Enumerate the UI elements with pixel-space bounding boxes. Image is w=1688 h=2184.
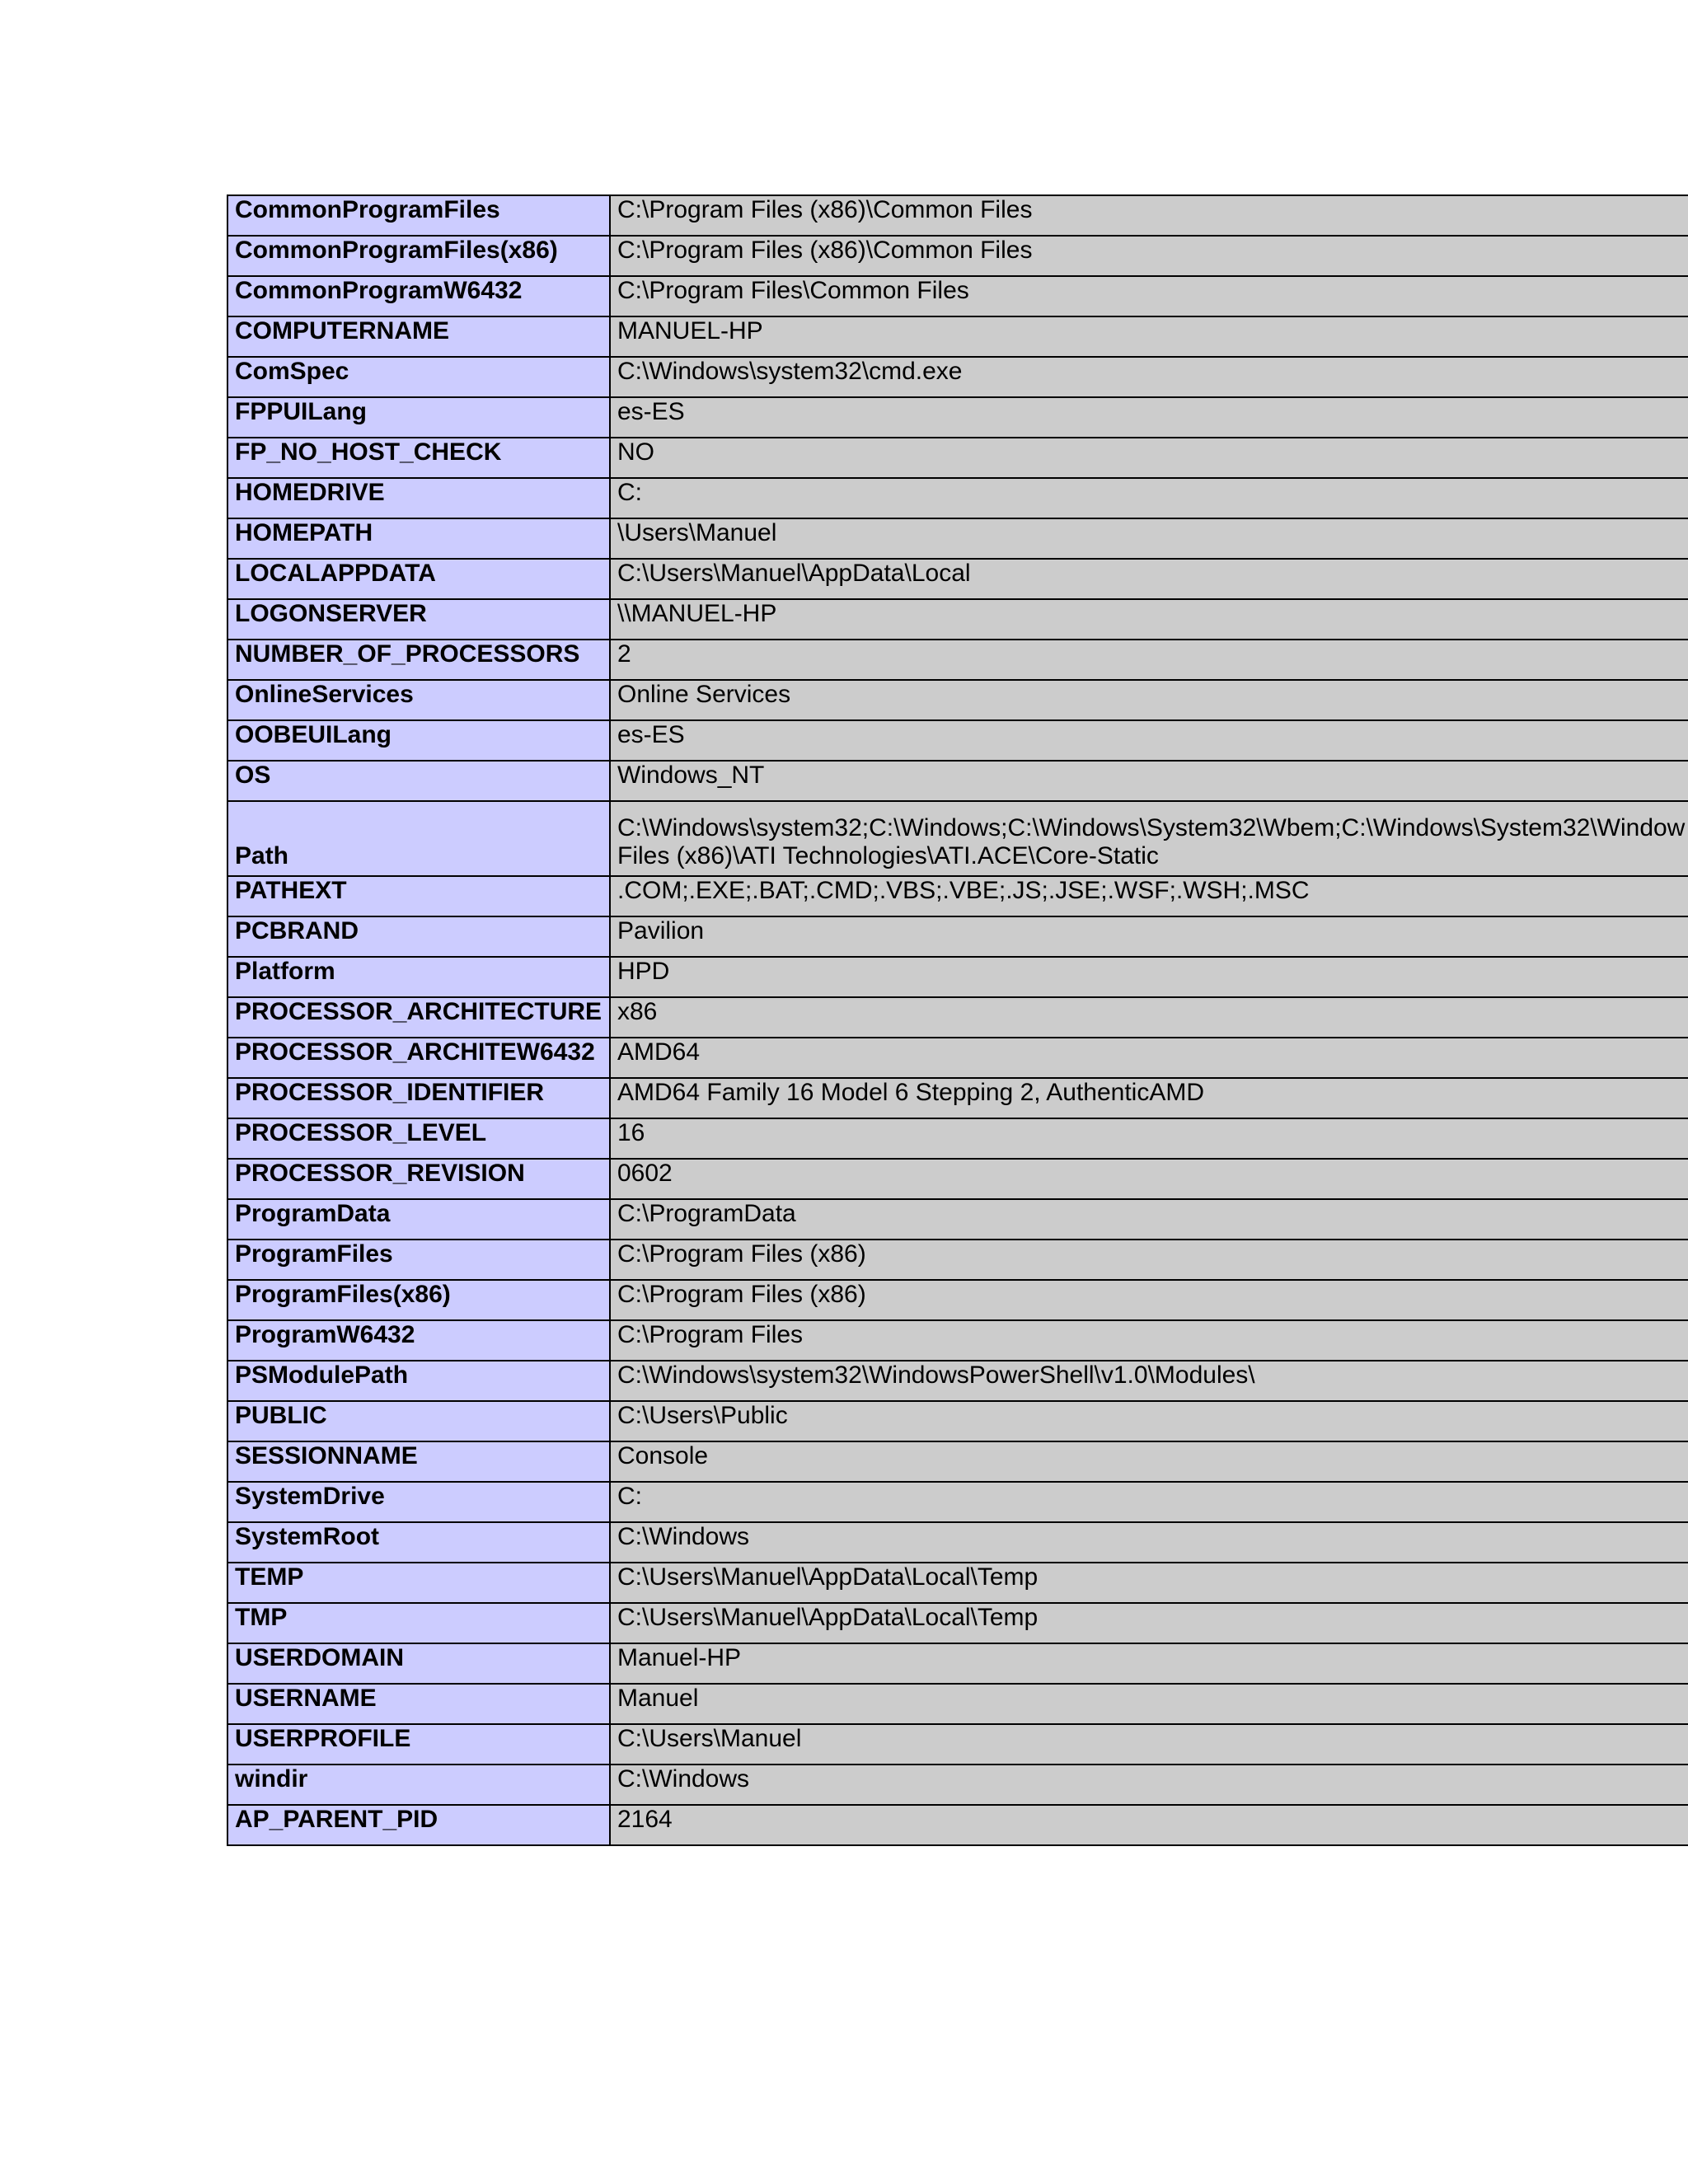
table-row: [227, 680, 1688, 720]
variable-value: C:: [610, 1482, 1688, 1522]
variable-value: C:\Windows\system32\WindowsPowerShell\v1.0\Modules\: [610, 1361, 1688, 1401]
table-row: [227, 1078, 1688, 1118]
variable-name: HOMEDRIVE: [227, 478, 610, 518]
table-row: [227, 236, 1688, 276]
variable-name: CommonProgramFiles(x86): [227, 236, 610, 276]
variable-value: C:\Windows: [610, 1765, 1688, 1805]
variable-name: ProgramFiles: [227, 1240, 610, 1280]
variable-name: PUBLIC: [227, 1401, 610, 1441]
variable-name: COMPUTERNAME: [227, 316, 610, 357]
variable-value: C:\Program Files (x86): [610, 1240, 1688, 1280]
table-row: [227, 1280, 1688, 1320]
variable-value: Manuel-HP: [610, 1643, 1688, 1684]
environment-variables-body: [227, 195, 1688, 1845]
table-row: [227, 1159, 1688, 1199]
table-row: [227, 720, 1688, 761]
variable-value: es-ES: [610, 720, 1688, 761]
table-row: [227, 1684, 1688, 1724]
variable-value: C:\Users\Manuel: [610, 1724, 1688, 1765]
table-row: [227, 276, 1688, 316]
table-row: [227, 357, 1688, 397]
table-row: [227, 438, 1688, 478]
variable-value: AMD64: [610, 1038, 1688, 1078]
variable-name: ProgramW6432: [227, 1320, 610, 1361]
table-row: [227, 1724, 1688, 1765]
variable-value: \\MANUEL-HP: [610, 599, 1688, 640]
table-row: [227, 1765, 1688, 1805]
variable-name: OS: [227, 761, 610, 801]
table-row: [227, 640, 1688, 680]
table-row: [227, 957, 1688, 997]
table-row: [227, 599, 1688, 640]
variable-value: C:\Users\Manuel\AppData\Local\Temp: [610, 1603, 1688, 1643]
table-row: [227, 761, 1688, 801]
variable-name: ComSpec: [227, 357, 610, 397]
table-row: [227, 1199, 1688, 1240]
variable-value: C:\Users\Public: [610, 1401, 1688, 1441]
table-row: [227, 1320, 1688, 1361]
variable-value: NO: [610, 438, 1688, 478]
variable-name: SystemDrive: [227, 1482, 610, 1522]
variable-name: TEMP: [227, 1563, 610, 1603]
variable-value: Windows_NT: [610, 761, 1688, 801]
variable-name: USERPROFILE: [227, 1724, 610, 1765]
variable-value: 16: [610, 1118, 1688, 1159]
variable-value: Console: [610, 1441, 1688, 1482]
variable-name: USERNAME: [227, 1684, 610, 1724]
variable-name: windir: [227, 1765, 610, 1805]
variable-value: C:\Program Files (x86)\Common Files: [610, 236, 1688, 276]
variable-name: TMP: [227, 1603, 610, 1643]
table-row: [227, 997, 1688, 1038]
variable-value: Manuel: [610, 1684, 1688, 1724]
variable-name: AP_PARENT_PID: [227, 1805, 610, 1845]
variable-name: FPPUILang: [227, 397, 610, 438]
table-row: [227, 397, 1688, 438]
variable-name: HOMEPATH: [227, 518, 610, 559]
variable-value: C:\Program Files\Common Files: [610, 276, 1688, 316]
variable-name: ProgramFiles(x86): [227, 1280, 610, 1320]
variable-name: USERDOMAIN: [227, 1643, 610, 1684]
variable-name: PROCESSOR_ARCHITEW6432: [227, 1038, 610, 1078]
environment-variables-table: [227, 194, 1688, 1846]
variable-name: SESSIONNAME: [227, 1441, 610, 1482]
variable-value: HPD: [610, 957, 1688, 997]
table-row: [227, 1522, 1688, 1563]
table-row: [227, 1805, 1688, 1845]
variable-value: .COM;.EXE;.BAT;.CMD;.VBS;.VBE;.JS;.JSE;.WSF;.WSH;.MSC: [610, 876, 1688, 916]
variable-name: LOGONSERVER: [227, 599, 610, 640]
table-row: [227, 1441, 1688, 1482]
variable-value: Online Services: [610, 680, 1688, 720]
variable-name: SystemRoot: [227, 1522, 610, 1563]
variable-name: PROCESSOR_LEVEL: [227, 1118, 610, 1159]
variable-value: MANUEL-HP: [610, 316, 1688, 357]
table-row: [227, 1240, 1688, 1280]
variable-value: C:\Windows: [610, 1522, 1688, 1563]
table-row: [227, 1038, 1688, 1078]
path-value-line-2: Files (x86)\ATI Technologies\ATI.ACE\Core-Static: [617, 842, 1159, 869]
variable-name: PROCESSOR_REVISION: [227, 1159, 610, 1199]
table-row: [227, 559, 1688, 599]
variable-name: LOCALAPPDATA: [227, 559, 610, 599]
variable-value: C:: [610, 478, 1688, 518]
variable-value: x86: [610, 997, 1688, 1038]
variable-name: CommonProgramW6432: [227, 276, 610, 316]
table-row: [227, 1563, 1688, 1603]
variable-name: NUMBER_OF_PROCESSORS: [227, 640, 610, 680]
variable-value: Pavilion: [610, 916, 1688, 957]
table-row: [227, 1643, 1688, 1684]
table-row: [227, 195, 1688, 236]
variable-name: OnlineServices: [227, 680, 610, 720]
variable-value: C:\Program Files (x86)\Common Files: [610, 195, 1688, 236]
table-row: [227, 916, 1688, 957]
variable-value: \Users\Manuel: [610, 518, 1688, 559]
variable-name: PSModulePath: [227, 1361, 610, 1401]
variable-value: 2: [610, 640, 1688, 680]
variable-name: PROCESSOR_ARCHITECTURE: [227, 997, 610, 1038]
table-row: [227, 518, 1688, 559]
variable-name: PROCESSOR_IDENTIFIER: [227, 1078, 610, 1118]
variable-value: C:\ProgramData: [610, 1199, 1688, 1240]
variable-name: Platform: [227, 957, 610, 997]
variable-value: C:\Users\Manuel\AppData\Local: [610, 559, 1688, 599]
variable-value: 2164: [610, 1805, 1688, 1845]
table-row: [227, 1361, 1688, 1401]
path-value-line-1: C:\Windows\system32;C:\Windows;C:\Windows\System32\Wbem;C:\Windows\System32\Window: [617, 814, 1686, 841]
table-row: [227, 1118, 1688, 1159]
variable-value: es-ES: [610, 397, 1688, 438]
table-row: [227, 316, 1688, 357]
table-row: [227, 1401, 1688, 1441]
variable-name: FP_NO_HOST_CHECK: [227, 438, 610, 478]
variable-value: AMD64 Family 16 Model 6 Stepping 2, AuthenticAMD: [610, 1078, 1688, 1118]
variable-value: C:\Users\Manuel\AppData\Local\Temp: [610, 1563, 1688, 1603]
variable-value: 0602: [610, 1159, 1688, 1199]
variable-value: C:\Program Files: [610, 1320, 1688, 1361]
variable-name: Path: [227, 801, 610, 876]
table-row: [227, 1482, 1688, 1522]
table-row: [227, 478, 1688, 518]
table-row: [227, 876, 1688, 916]
variable-value: C:\Program Files (x86): [610, 1280, 1688, 1320]
variable-name: CommonProgramFiles: [227, 195, 610, 236]
variable-name: OOBEUILang: [227, 720, 610, 761]
variable-name: PCBRAND: [227, 916, 610, 957]
variable-value: C:\Windows\system32\cmd.exe: [610, 357, 1688, 397]
variable-name: PATHEXT: [227, 876, 610, 916]
table-row: [227, 1603, 1688, 1643]
variable-name: ProgramData: [227, 1199, 610, 1240]
table-row-path: [227, 801, 1688, 876]
variable-value-path: [610, 801, 1688, 876]
